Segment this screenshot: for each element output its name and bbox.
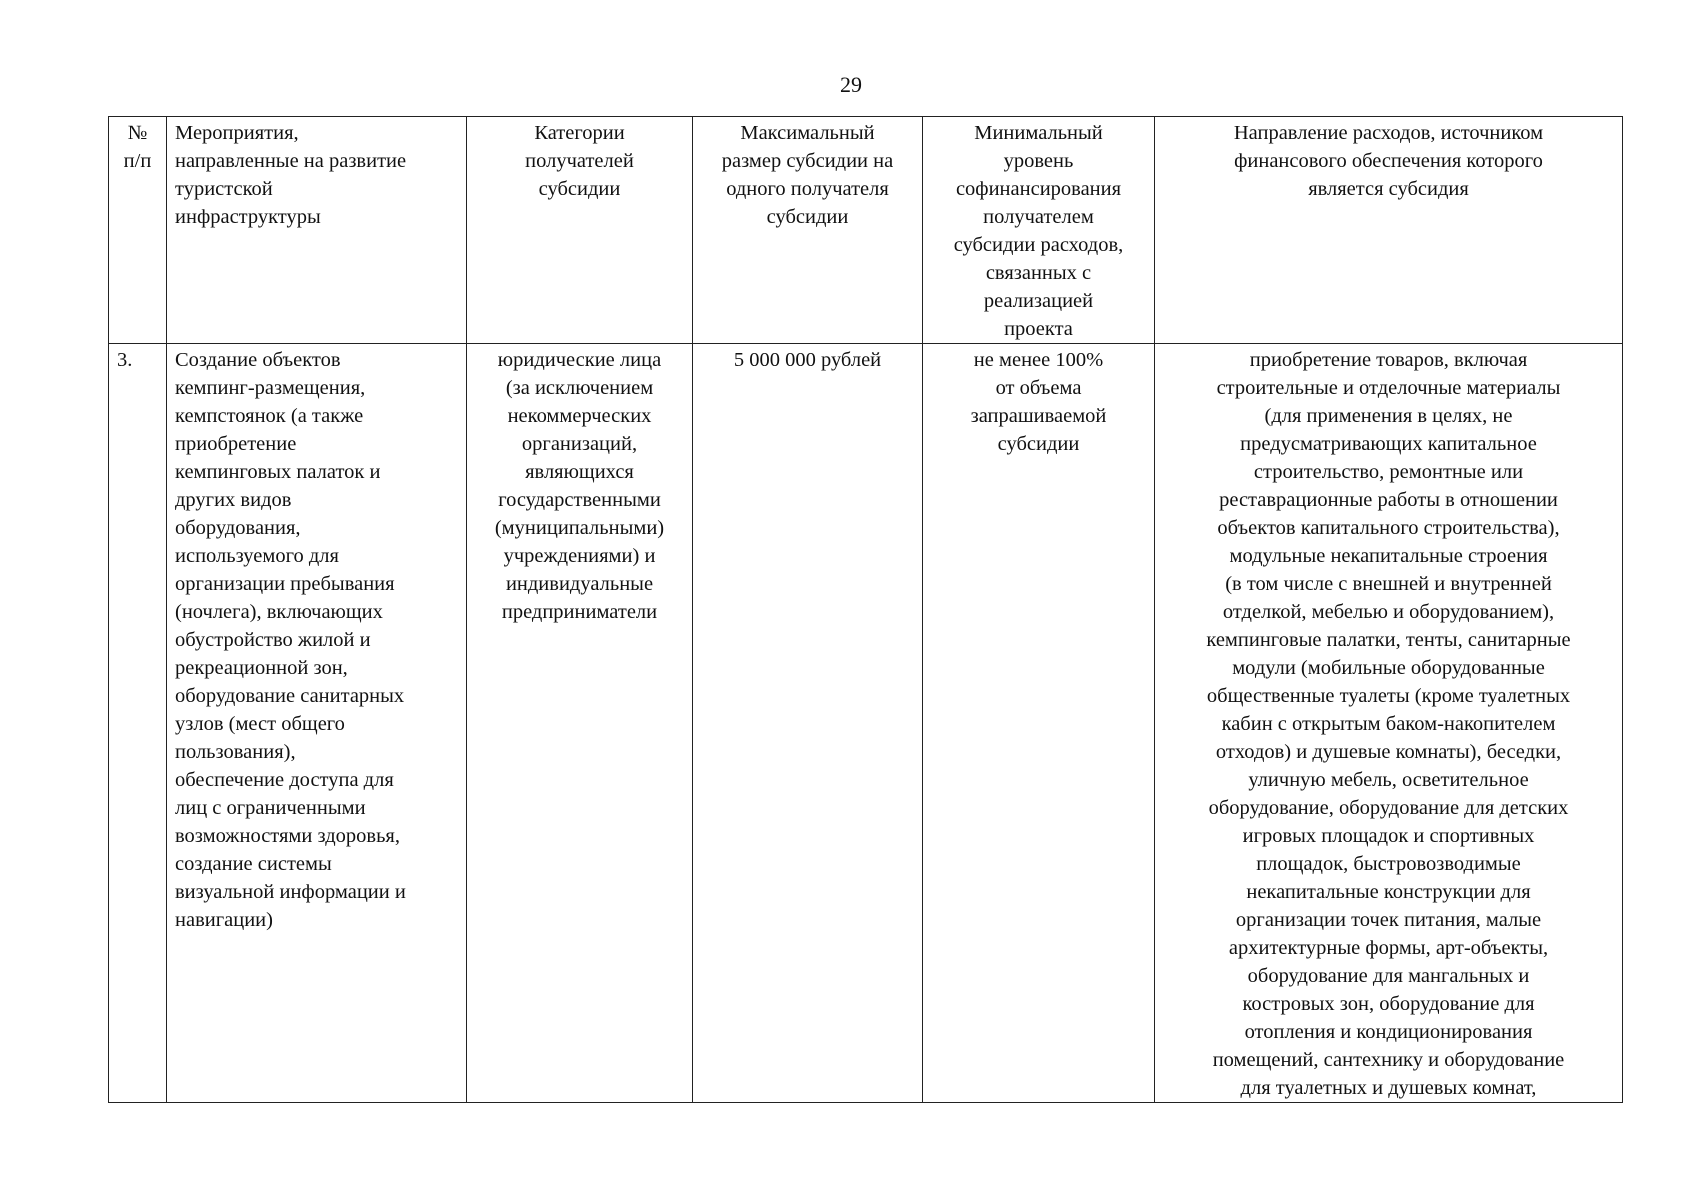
cell-max-amount: 5 000 000 рублей (693, 344, 923, 1103)
header-expense-direction: Направление расходов, источником финансового обеспечения которого является субсидия (1155, 117, 1623, 344)
table-row (109, 344, 1623, 1103)
cell-number: 3. (109, 344, 167, 1103)
header-activity: Мероприятия, направленные на развитие туристской инфраструктуры (167, 117, 467, 344)
cell-activity: Создание объектов кемпинг-размещения, кемпстоянок (а также приобретение кемпинговых палаток и других видов оборудования, используемого для организации пребывания (ночлега), включающих обустройство жилой и рекреационной зон, оборудование санитарных узлов (мест общего пользования), обеспечение доступа для лиц с ограниченными возможностями здоровья, создание системы визуальной информации и навигации) (167, 344, 467, 1103)
header-min-cofinancing: Минимальный уровень софинансирования получателем субсидии расходов, связанных с реализацией проекта (923, 117, 1155, 344)
header-max-amount: Максимальный размер субсидии на одного получателя субсидии (693, 117, 923, 344)
cell-min-cofinancing: не менее 100% от объема запрашиваемой субсидии (923, 344, 1155, 1103)
cell-expense-direction: приобретение товаров, включая строительные и отделочные материалы (для применения в целях, не предусматривающих капитальное строительство, ремонтные или реставрационные работы в отношении объектов капитального строительства), модульные некапитальные строения (в том числе с внешней и внутренней отделкой, мебелью и оборудованием), кемпинговые палатки, тенты, санитарные модули (мобильные оборудованные общественные туалеты (кроме туалетных кабин с открытым баком-накопителем отходов) и душевые комнаты), беседки, уличную мебель, осветительное оборудование, оборудование для детских игровых площадок и спортивных площадок, быстровозводимые некапитальные конструкции для организации точек питания, малые архитектурные формы, арт-объекты, оборудование для мангальных и костровых зон, оборудование для отопления и кондиционирования помещений, сантехнику и оборудование для туалетных и душевых комнат, (1155, 344, 1623, 1103)
cell-recipients: юридические лица (за исключением некоммерческих организаций, являющихся государственными (муниципальными) учреждениями) и индивидуальные предприниматели (467, 344, 693, 1103)
header-recipients: Категории получателей субсидии (467, 117, 693, 344)
header-number: № п/п (109, 117, 167, 344)
subsidy-table (108, 116, 1623, 1103)
table-header-row (109, 117, 1623, 344)
page-number: 29 (840, 72, 862, 97)
